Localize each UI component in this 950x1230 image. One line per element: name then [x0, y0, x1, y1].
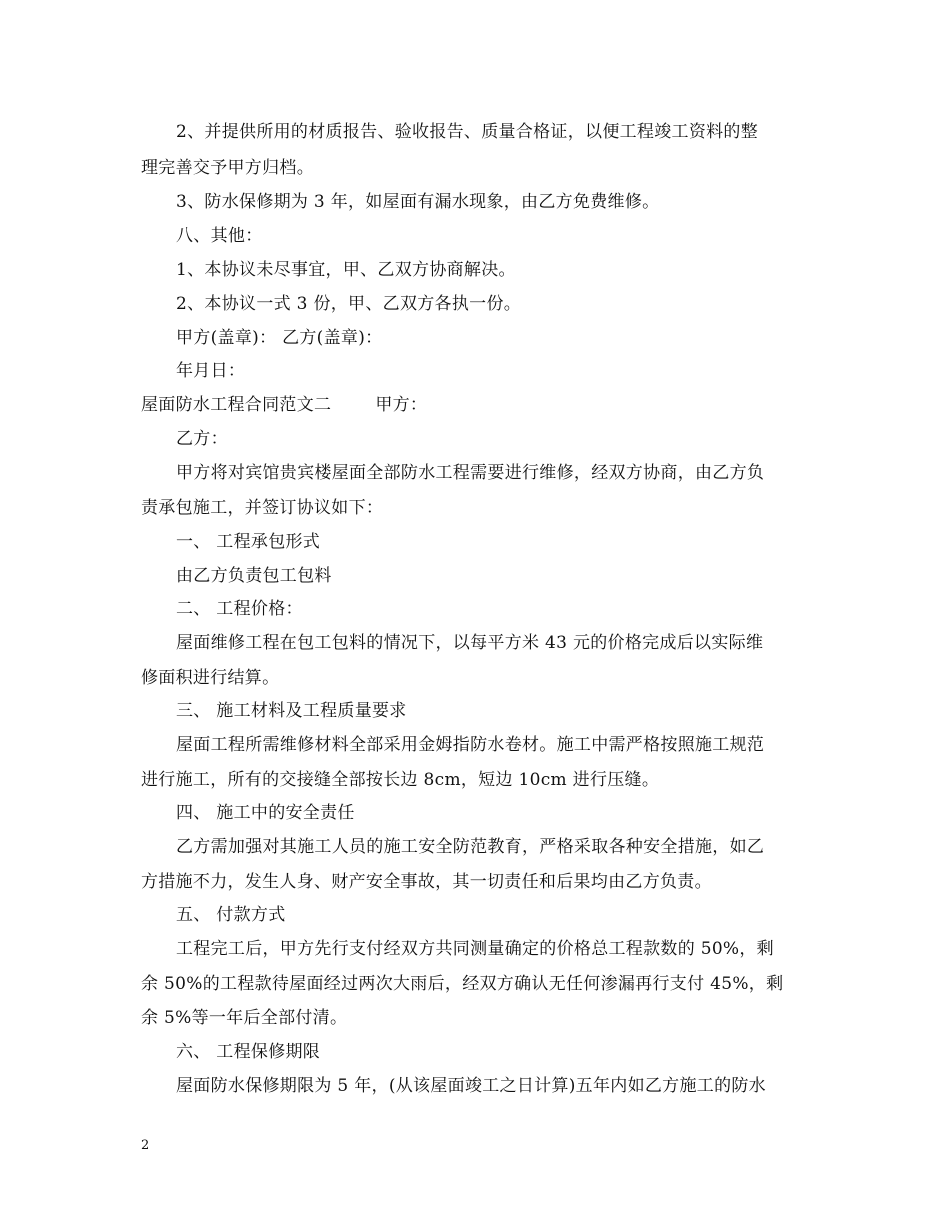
page-number: 2	[141, 1138, 150, 1153]
paragraph-line: 屋面维修工程在包工包料的情况下，以每平方米 43 元的价格完成后以实际维	[176, 633, 764, 653]
paragraph-line: 余 5%等一年后全部付清。	[141, 1008, 348, 1028]
section-heading: 六、 工程保修期限	[176, 1042, 321, 1062]
paragraph-line: 3、防水保修期为 3 年，如屋面有漏水现象，由乙方免费维修。	[176, 192, 660, 212]
paragraph-line: 1、本协议未尽事宜，甲、乙双方协商解决。	[176, 260, 516, 280]
paragraph-line: 屋面工程所需维修材料全部采用金姆指防水卷材。施工中需严格按照施工规范	[176, 735, 765, 755]
paragraph-line: 方措施不力，发生人身、财产安全事故，其一切责任和后果均由乙方负责。	[141, 872, 712, 892]
paragraph-line: 责承包施工，并签订协议如下：	[141, 498, 384, 518]
paragraph-line: 甲方将对宾馆贵宾楼屋面全部防水工程需要进行维修，经双方协商，由乙方负	[176, 463, 765, 483]
section-heading: 三、 施工材料及工程质量要求	[176, 701, 407, 721]
date-line: 年月日：	[176, 361, 246, 381]
section-heading: 二、 工程价格：	[176, 599, 303, 619]
document-title: 屋面防水工程合同范文二	[141, 395, 332, 415]
paragraph-line: 工程完工后，甲方先行支付经双方共同测量确定的价格总工程款数的 50%，剩	[176, 939, 774, 959]
paragraph-line: 修面积进行结算。	[141, 668, 280, 688]
paragraph-line: 进行施工，所有的交接缝全部按长边 8cm，短边 10cm 进行压缝。	[141, 770, 660, 790]
party-b-label: 乙方：	[176, 429, 228, 449]
paragraph-line: 乙方需加强对其施工人员的施工安全防范教育，严格采取各种安全措施，如乙	[176, 837, 765, 857]
signature-line: 甲方(盖章)： 乙方(盖章)：	[176, 328, 383, 348]
paragraph-line: 理完善交予甲方归档。	[141, 158, 314, 178]
section-heading: 四、 施工中的安全责任	[176, 803, 355, 823]
paragraph-line: 余 50%的工程款待屋面经过两次大雨后，经双方确认无任何渗漏再行支付 45%，剩	[141, 974, 784, 994]
paragraph-line: 2、并提供所用的材质报告、验收报告、质量合格证，以便工程竣工资料的整	[176, 122, 759, 142]
paragraph-line: 由乙方负责包工包料	[176, 566, 332, 586]
paragraph-line: 屋面防水保修期限为 5 年，(从该屋面竣工之日计算)五年内如乙方施工的防水	[176, 1076, 766, 1096]
section-heading: 八、其他：	[176, 226, 263, 246]
party-a-label: 甲方：	[375, 395, 428, 415]
section-heading: 一、 工程承包形式	[176, 532, 321, 552]
title-row	[141, 393, 821, 417]
paragraph-line: 2、本协议一式 3 份，甲、乙双方各执一份。	[176, 294, 522, 314]
section-heading: 五、 付款方式	[176, 905, 286, 925]
